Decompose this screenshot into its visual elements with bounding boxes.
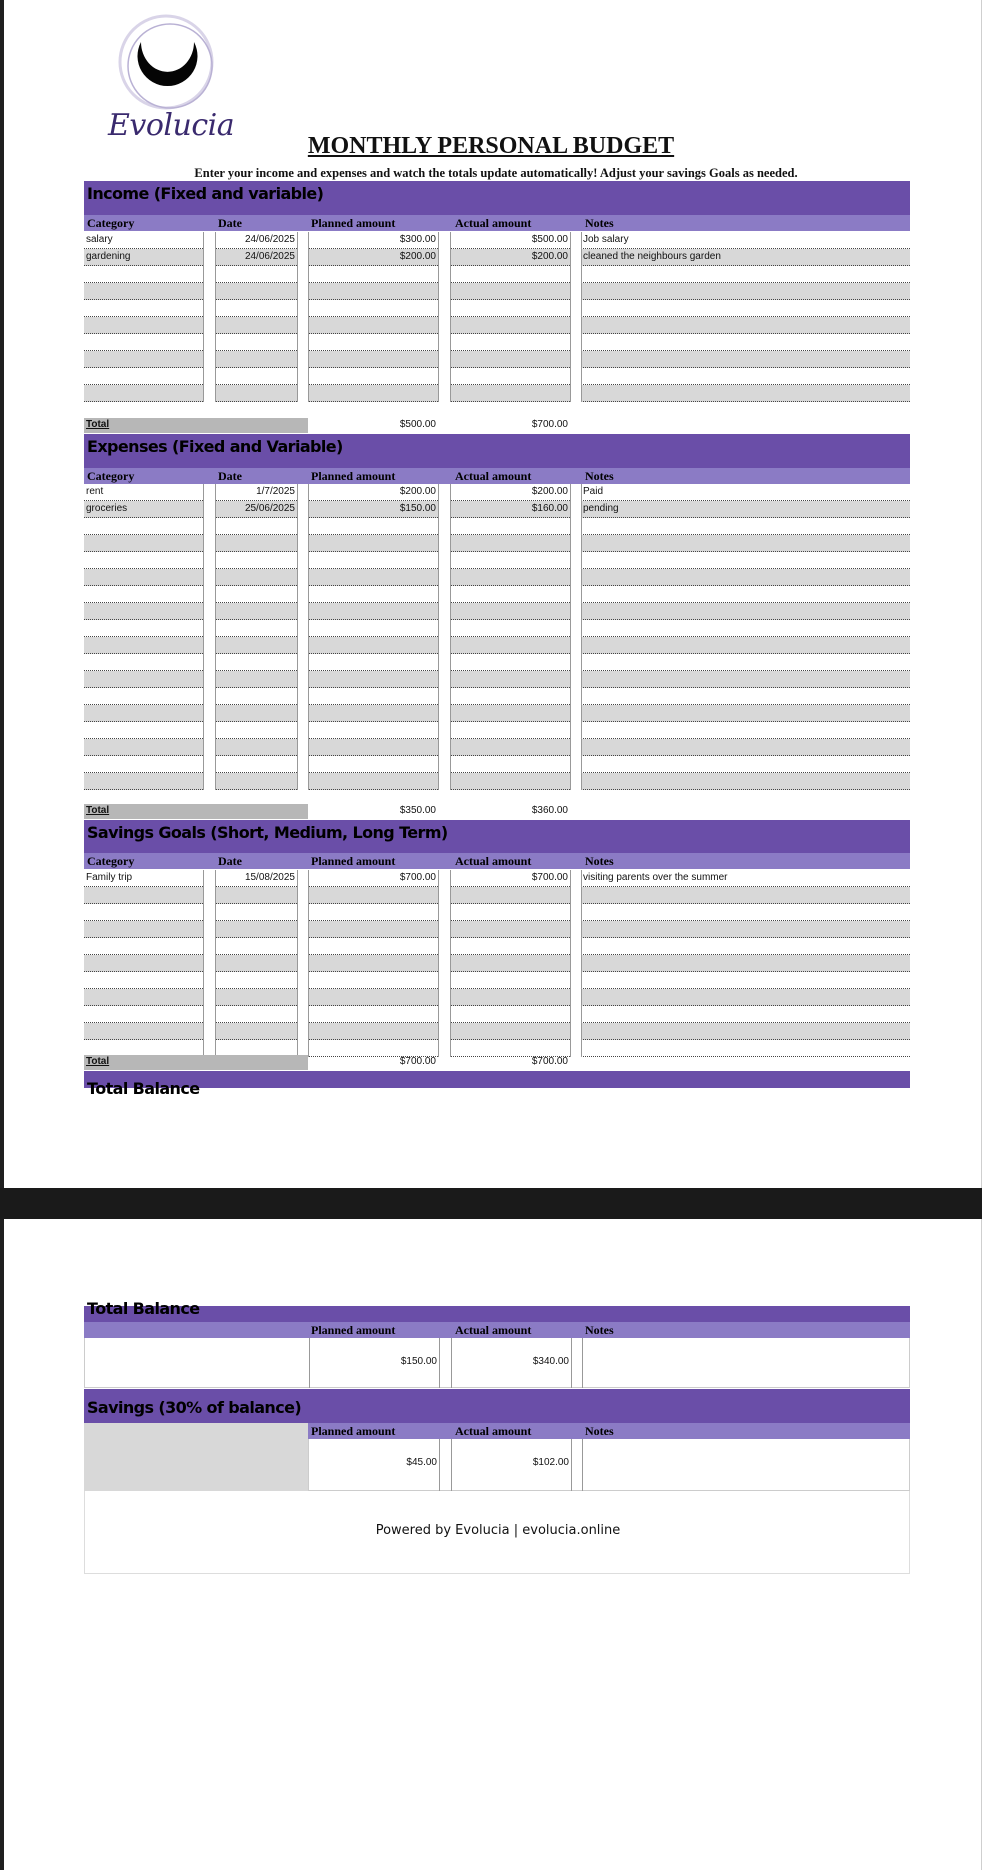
cell-category[interactable] [84, 569, 203, 586]
column-header-actual: Actual amount [455, 216, 532, 230]
cell-category[interactable] [84, 654, 203, 671]
cell-actual[interactable]: $700.00 [450, 870, 570, 887]
cell-actual[interactable] [450, 773, 570, 790]
table-row [84, 705, 910, 722]
cell-planned[interactable] [308, 300, 438, 317]
cell-notes[interactable] [581, 887, 910, 904]
table-row [84, 501, 910, 518]
cell-actual[interactable] [450, 756, 570, 773]
table-row [84, 1023, 910, 1040]
cell-category[interactable] [84, 637, 203, 654]
table-row [84, 722, 910, 739]
column-header-planned: Planned amount [311, 1424, 396, 1438]
cell-date[interactable] [215, 921, 297, 938]
cell-actual[interactable] [450, 938, 570, 955]
cell-date[interactable] [215, 518, 297, 535]
column-header-notes: Notes [585, 1323, 614, 1337]
column-header-actual: Actual amount [455, 854, 532, 868]
cell-actual[interactable] [450, 603, 570, 620]
cell-actual[interactable] [450, 921, 570, 938]
evolucia-logo [108, 12, 235, 144]
cell-category[interactable] [84, 688, 203, 705]
footer [84, 1491, 910, 1574]
income-column-headers [84, 215, 910, 231]
cell-date[interactable]: 15/08/2025 [215, 870, 297, 887]
cell-notes[interactable] [581, 989, 910, 1006]
total-balance-values [84, 1338, 910, 1388]
cell-date[interactable] [215, 739, 297, 756]
cell-category[interactable] [84, 1006, 203, 1023]
cell-notes[interactable] [581, 904, 910, 921]
total-label: Total [84, 1055, 308, 1070]
cell-notes[interactable] [581, 688, 910, 705]
cell-actual[interactable] [450, 351, 570, 368]
column-header-planned: Planned amount [311, 854, 396, 868]
savings-column-headers [308, 1423, 910, 1439]
cell-actual[interactable] [450, 722, 570, 739]
table-row [84, 938, 910, 955]
cell-planned[interactable] [308, 972, 438, 989]
cell-date[interactable] [215, 620, 297, 637]
cell-planned[interactable]: $200.00 [308, 249, 438, 266]
cell-category[interactable] [84, 385, 203, 402]
column-header-category: Category [87, 216, 135, 230]
column-header-planned: Planned amount [311, 216, 396, 230]
cell-actual[interactable] [450, 1023, 570, 1040]
cell-category[interactable] [84, 756, 203, 773]
total-balance-actual: $340.00 [532, 1356, 569, 1367]
cell-category[interactable] [84, 671, 203, 688]
cell-notes[interactable] [581, 1023, 910, 1040]
total-actual: $360.00 [531, 805, 568, 816]
table-row [84, 569, 910, 586]
cell-date[interactable] [215, 904, 297, 921]
cell-actual[interactable]: $160.00 [450, 501, 570, 518]
column-header-planned: Planned amount [311, 469, 396, 483]
page-right-edge [981, 0, 982, 1870]
savings-actual: $102.00 [532, 1457, 569, 1468]
total-planned: $700.00 [399, 1056, 436, 1067]
cell-notes[interactable] [581, 518, 910, 535]
cell-date[interactable] [215, 283, 297, 300]
cell-date[interactable] [215, 266, 297, 283]
cell-date[interactable] [215, 586, 297, 603]
cell-category[interactable] [84, 921, 203, 938]
cell-date[interactable] [215, 887, 297, 904]
table-row [84, 921, 910, 938]
table-row [84, 266, 910, 283]
cell-notes[interactable]: visiting parents over the summer [581, 870, 910, 887]
cell-date[interactable]: 25/06/2025 [215, 501, 297, 518]
cell-date[interactable] [215, 989, 297, 1006]
cell-planned[interactable] [308, 283, 438, 300]
cell-category[interactable] [84, 938, 203, 955]
table-row [84, 334, 910, 351]
cell-actual[interactable] [450, 283, 570, 300]
table-row [84, 671, 910, 688]
cell-date[interactable] [215, 637, 297, 654]
table-row [84, 739, 910, 756]
savings-section-title: Savings (30% of balance) [87, 1398, 302, 1417]
cell-actual[interactable] [450, 300, 570, 317]
cell-notes[interactable]: pending [581, 501, 910, 518]
column-header-date: Date [218, 216, 242, 230]
cell-actual[interactable] [450, 569, 570, 586]
cell-category[interactable] [84, 620, 203, 637]
column-header-date: Date [218, 469, 242, 483]
cell-notes[interactable] [581, 603, 910, 620]
savings-section-header [84, 1389, 910, 1423]
savings-values [308, 1439, 910, 1491]
savings-blank-cell [84, 1423, 308, 1491]
cell-notes[interactable] [581, 317, 910, 334]
cell-date[interactable]: 24/06/2025 [215, 249, 297, 266]
cell-planned[interactable] [308, 518, 438, 535]
cell-planned[interactable] [308, 773, 438, 790]
table-row [84, 972, 910, 989]
table-row [84, 249, 910, 266]
cell-actual[interactable] [450, 705, 570, 722]
cell-actual[interactable] [450, 671, 570, 688]
table-row [84, 385, 910, 402]
cell-planned[interactable] [308, 586, 438, 603]
cell-date[interactable] [215, 569, 297, 586]
cell-notes[interactable] [581, 756, 910, 773]
cell-actual[interactable] [450, 535, 570, 552]
total-actual: $700.00 [531, 1056, 568, 1067]
cell-notes[interactable] [581, 972, 910, 989]
cell-category[interactable] [84, 266, 203, 283]
cell-date[interactable] [215, 671, 297, 688]
cell-date[interactable] [215, 368, 297, 385]
cell-date[interactable] [215, 535, 297, 552]
cell-category[interactable]: rent [84, 484, 203, 501]
cell-actual[interactable]: $200.00 [450, 484, 570, 501]
cell-date[interactable] [215, 705, 297, 722]
cell-planned[interactable] [308, 385, 438, 402]
cell-notes[interactable] [581, 368, 910, 385]
column-header-notes: Notes [585, 1424, 614, 1438]
cell-actual[interactable] [450, 972, 570, 989]
cell-actual[interactable] [450, 989, 570, 1006]
logo-wordmark: Evolucia [108, 108, 235, 143]
column-header-category: Category [87, 469, 135, 483]
cell-date[interactable] [215, 773, 297, 790]
cell-planned[interactable] [308, 351, 438, 368]
cell-actual[interactable] [450, 955, 570, 972]
table-row [84, 989, 910, 1006]
cell-notes[interactable] [581, 569, 910, 586]
cell-planned[interactable] [308, 921, 438, 938]
total-actual: $700.00 [531, 419, 568, 430]
cell-planned[interactable] [308, 266, 438, 283]
cell-date[interactable] [215, 385, 297, 402]
page-title: MONTHLY PERSONAL BUDGET [307, 133, 675, 159]
total-balance-title: Total Balance [87, 1299, 200, 1318]
cell-actual[interactable] [450, 586, 570, 603]
cell-actual[interactable] [450, 904, 570, 921]
cell-category[interactable] [84, 989, 203, 1006]
cell-planned[interactable] [308, 887, 438, 904]
cell-planned[interactable]: $200.00 [308, 484, 438, 501]
cell-planned[interactable] [308, 938, 438, 955]
expenses-column-headers [84, 468, 910, 484]
cell-notes[interactable] [581, 351, 910, 368]
cell-notes[interactable] [581, 637, 910, 654]
footer-text: Powered by Evolucia | evolucia.online [375, 1523, 621, 1538]
cell-notes[interactable] [581, 1006, 910, 1023]
cell-actual[interactable] [450, 317, 570, 334]
total-label: Total [84, 418, 308, 433]
cell-notes[interactable] [581, 654, 910, 671]
cell-category[interactable] [84, 334, 203, 351]
cell-date[interactable] [215, 938, 297, 955]
cell-actual[interactable] [450, 1006, 570, 1023]
column-header-actual: Actual amount [455, 469, 532, 483]
cell-date[interactable] [215, 317, 297, 334]
cell-date[interactable] [215, 955, 297, 972]
cell-date[interactable] [215, 1006, 297, 1023]
table-row [84, 535, 910, 552]
cell-notes[interactable] [581, 671, 910, 688]
cell-notes[interactable] [581, 283, 910, 300]
table-row [84, 351, 910, 368]
column-header-actual: Actual amount [455, 1323, 532, 1337]
column-header-notes: Notes [585, 854, 614, 868]
cell-date[interactable] [215, 722, 297, 739]
cell-planned[interactable] [308, 620, 438, 637]
cell-planned[interactable] [308, 671, 438, 688]
cell-category[interactable]: Family trip [84, 870, 203, 887]
income-total-row [84, 418, 910, 433]
total-label: Total [84, 804, 308, 819]
cell-category[interactable] [84, 705, 203, 722]
table-row [84, 368, 910, 385]
cell-actual[interactable] [450, 266, 570, 283]
cell-notes[interactable] [581, 334, 910, 351]
cell-date[interactable] [215, 654, 297, 671]
table-row [84, 620, 910, 637]
cell-planned[interactable] [308, 756, 438, 773]
cell-category[interactable] [84, 739, 203, 756]
table-row [84, 484, 910, 501]
table-row [84, 756, 910, 773]
cell-notes[interactable] [581, 938, 910, 955]
cell-notes[interactable]: Paid [581, 484, 910, 501]
cell-planned[interactable] [308, 989, 438, 1006]
table-row [84, 317, 910, 334]
savings-goals-section-title: Savings Goals (Short, Medium, Long Term) [87, 823, 448, 842]
cell-planned[interactable] [308, 637, 438, 654]
table-row [84, 603, 910, 620]
expenses-section-title: Expenses (Fixed and Variable) [87, 437, 343, 456]
table-row [84, 232, 910, 249]
cell-category[interactable] [84, 317, 203, 334]
cell-planned[interactable] [308, 1023, 438, 1040]
cell-category[interactable] [84, 283, 203, 300]
cell-notes[interactable] [581, 955, 910, 972]
cell-actual[interactable] [450, 368, 570, 385]
table-row [84, 1006, 910, 1023]
cell-planned[interactable] [308, 368, 438, 385]
column-header-category: Category [87, 854, 135, 868]
page-left-edge [0, 0, 4, 1870]
cell-planned[interactable] [308, 904, 438, 921]
page-break-gap [0, 1188, 982, 1219]
savings-goals-column-headers [84, 853, 910, 869]
cell-actual[interactable] [450, 334, 570, 351]
cell-date[interactable] [215, 334, 297, 351]
table-row [84, 904, 910, 921]
table-row [84, 300, 910, 317]
column-header-actual: Actual amount [455, 1424, 532, 1438]
cell-category[interactable] [84, 603, 203, 620]
cell-category[interactable] [84, 535, 203, 552]
cell-date[interactable] [215, 972, 297, 989]
table-row [84, 518, 910, 535]
cell-notes[interactable] [581, 385, 910, 402]
cell-notes[interactable] [581, 586, 910, 603]
cell-category[interactable] [84, 887, 203, 904]
cell-category[interactable] [84, 351, 203, 368]
cell-notes[interactable] [581, 535, 910, 552]
cell-notes[interactable] [581, 921, 910, 938]
table-row [84, 887, 910, 904]
cell-category[interactable] [84, 368, 203, 385]
cell-planned[interactable] [308, 603, 438, 620]
cell-planned[interactable] [308, 688, 438, 705]
cell-category[interactable] [84, 586, 203, 603]
cell-planned[interactable] [308, 1006, 438, 1023]
table-row [84, 773, 910, 790]
cell-category[interactable] [84, 518, 203, 535]
cell-planned[interactable]: $700.00 [308, 870, 438, 887]
cell-actual[interactable] [450, 887, 570, 904]
cell-notes[interactable] [581, 722, 910, 739]
table-row [84, 955, 910, 972]
cell-notes[interactable]: Job salary [581, 232, 910, 249]
cell-planned[interactable] [308, 535, 438, 552]
table-row [84, 637, 910, 654]
cell-date[interactable]: 1/7/2025 [215, 484, 297, 501]
cell-planned[interactable] [308, 552, 438, 569]
cell-notes[interactable] [581, 266, 910, 283]
cell-date[interactable] [215, 552, 297, 569]
cell-category[interactable] [84, 904, 203, 921]
cell-notes[interactable] [581, 300, 910, 317]
table-row [84, 688, 910, 705]
cell-planned[interactable] [308, 569, 438, 586]
table-row [84, 283, 910, 300]
cell-date[interactable] [215, 688, 297, 705]
cell-planned[interactable] [308, 705, 438, 722]
cell-notes[interactable] [581, 705, 910, 722]
total-balance-header-clipped [84, 1071, 910, 1098]
cell-actual[interactable] [450, 552, 570, 569]
total-planned: $350.00 [399, 805, 436, 816]
cell-category[interactable] [84, 955, 203, 972]
cell-planned[interactable] [308, 739, 438, 756]
income-section-title: Income (Fixed and variable) [87, 184, 324, 203]
cell-category[interactable] [84, 773, 203, 790]
cell-notes[interactable] [581, 552, 910, 569]
cell-category[interactable]: groceries [84, 501, 203, 518]
cell-planned[interactable] [308, 334, 438, 351]
cell-notes[interactable]: cleaned the neighbours garden [581, 249, 910, 266]
page-subtitle: Enter your income and expenses and watch the totals update automatically! Adjust your savings Goals as needed. [194, 166, 798, 180]
cell-date[interactable] [215, 351, 297, 368]
cell-category[interactable] [84, 552, 203, 569]
cell-actual[interactable] [450, 739, 570, 756]
cell-category[interactable] [84, 1023, 203, 1040]
table-row [84, 586, 910, 603]
total-balance-planned: $150.00 [400, 1356, 437, 1367]
cell-date[interactable] [215, 756, 297, 773]
cell-actual[interactable] [450, 637, 570, 654]
cell-category[interactable] [84, 722, 203, 739]
cell-planned[interactable] [308, 955, 438, 972]
cell-date[interactable] [215, 1023, 297, 1040]
cell-actual[interactable] [450, 620, 570, 637]
cell-planned[interactable]: $300.00 [308, 232, 438, 249]
cell-date[interactable] [215, 603, 297, 620]
total-balance-title-clipped: Total Balance [87, 1079, 200, 1098]
cell-notes[interactable] [581, 739, 910, 756]
cell-planned[interactable] [308, 722, 438, 739]
column-header-date: Date [218, 854, 242, 868]
column-header-planned: Planned amount [311, 1323, 396, 1337]
cell-notes[interactable] [581, 773, 910, 790]
column-header-notes: Notes [585, 216, 614, 230]
cell-actual[interactable] [450, 654, 570, 671]
cell-actual[interactable]: $500.00 [450, 232, 570, 249]
income-section-header [84, 181, 910, 215]
column-header-notes: Notes [585, 469, 614, 483]
expenses-total-row [84, 804, 910, 819]
cell-actual[interactable] [450, 385, 570, 402]
savings-goals-section-header [84, 820, 910, 853]
cell-actual[interactable] [450, 688, 570, 705]
cell-category[interactable]: gardening [84, 249, 203, 266]
total-planned: $500.00 [399, 419, 436, 430]
table-row [84, 654, 910, 671]
cell-category[interactable]: salary [84, 232, 203, 249]
cell-category[interactable] [84, 972, 203, 989]
savings-planned: $45.00 [406, 1457, 437, 1468]
table-row [84, 552, 910, 569]
table-row [84, 870, 910, 887]
total-balance-section-header [84, 1299, 910, 1322]
cell-category[interactable] [84, 300, 203, 317]
expenses-section-header [84, 434, 910, 468]
cell-date[interactable]: 24/06/2025 [215, 232, 297, 249]
cell-actual[interactable] [450, 518, 570, 535]
savings-goals-total-row [84, 1055, 910, 1070]
cell-notes[interactable] [581, 620, 910, 637]
cell-actual[interactable]: $200.00 [450, 249, 570, 266]
cell-planned[interactable]: $150.00 [308, 501, 438, 518]
total-balance-column-headers [84, 1322, 910, 1338]
crescent-moon-icon [108, 12, 218, 112]
cell-date[interactable] [215, 300, 297, 317]
cell-planned[interactable] [308, 317, 438, 334]
cell-planned[interactable] [308, 654, 438, 671]
